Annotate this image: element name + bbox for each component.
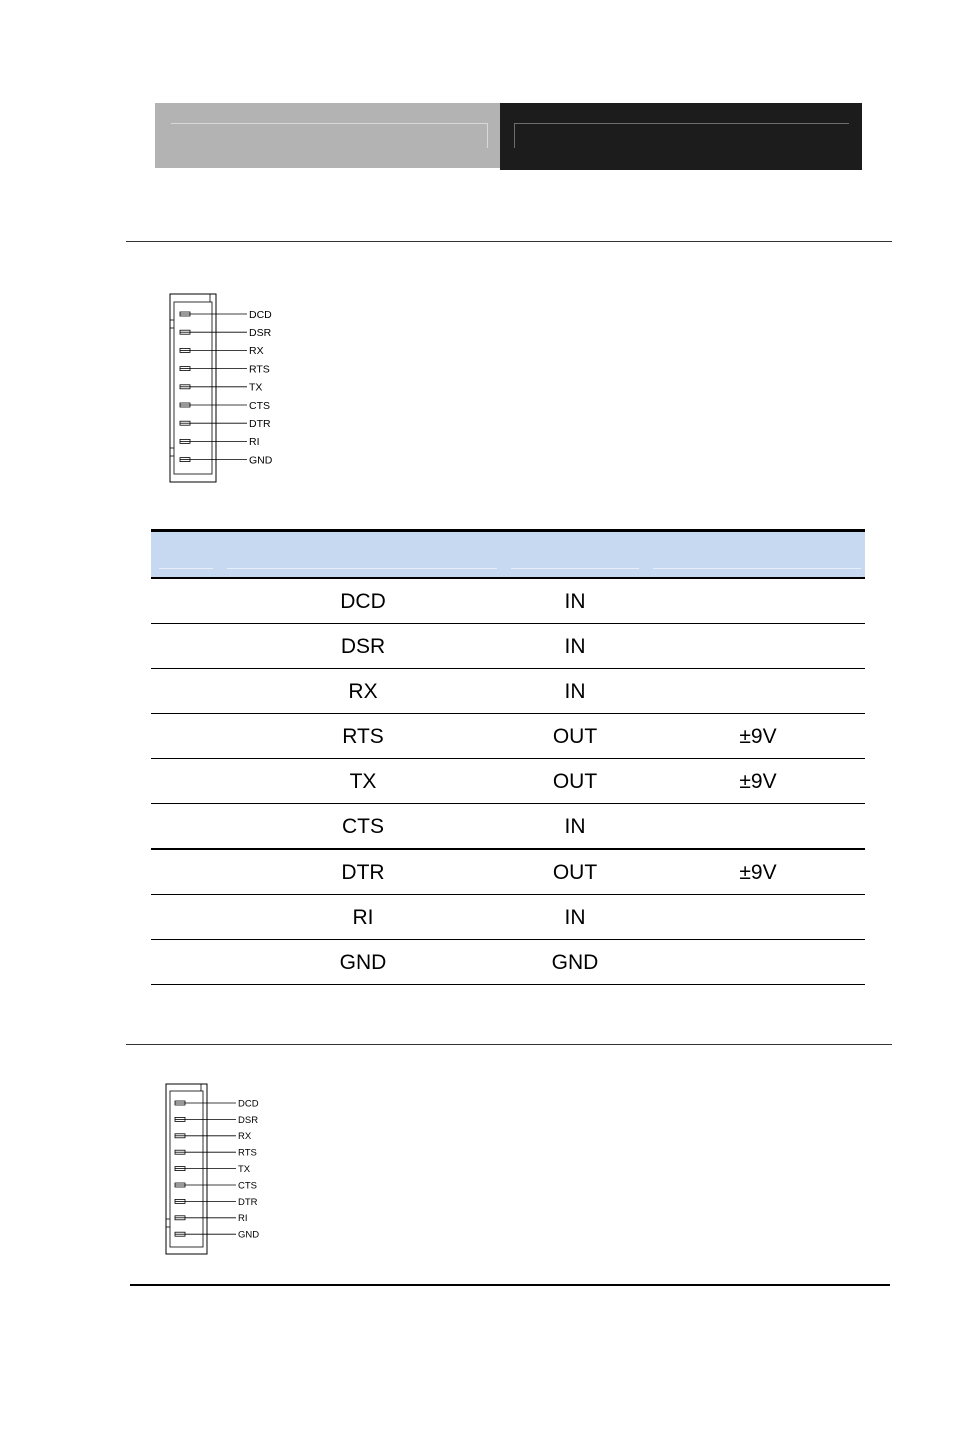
level-cell: ±9V [739,861,777,884]
connector-2-label-cts: CTS [238,1180,257,1192]
pin-number-cell [151,850,217,894]
table-row [151,850,865,895]
pin-number-cell [151,714,217,758]
type-cell: IN [564,635,586,658]
type-cell: IN [564,590,586,613]
type-cell: OUT [552,770,598,793]
pin-number-cell [151,759,217,803]
type-cell: IN [564,906,586,929]
type-cell: GND [551,951,599,974]
connector-1-svg [165,290,285,486]
footer-divider [130,1284,890,1286]
level-cell [651,804,865,848]
connector-1-label-rx: RX [249,345,264,358]
connector-diagram-2 [162,1081,272,1259]
signal-cell: RTS [342,725,384,748]
level-cell [651,579,865,623]
pin-number-cell [151,895,217,939]
signal-cell: GND [339,951,387,974]
connector-2-label-tx: TX [238,1164,251,1176]
pin-table [151,529,865,985]
connector-1-label-dcd: DCD [249,308,272,321]
signal-cell: RX [348,680,378,703]
pin-number-cell [151,579,217,623]
connector-1-label-dsr: DSR [249,326,272,339]
pin-table-body [151,579,865,985]
connector-2-label-ri: RI [238,1213,248,1225]
banner-right-rule [514,123,849,148]
signal-cell: DTR [341,861,385,884]
connector-1-label-tx: TX [249,381,263,394]
table-row [151,669,865,714]
type-cell: IN [564,815,586,838]
connector-2-svg [162,1081,272,1259]
connector-2-label-rts: RTS [238,1147,257,1159]
pin-number-cell [151,940,217,984]
level-cell: ±9V [739,725,777,748]
connector-1-label-gnd: GND [249,454,273,467]
signal-cell: DCD [340,590,386,613]
signal-cell: RI [352,906,374,929]
connector-1-label-ri: RI [249,436,260,449]
signal-cell: CTS [342,815,384,838]
type-cell: OUT [552,725,598,748]
section-divider-2 [126,1044,892,1045]
pin-number-cell [151,669,217,713]
table-row [151,940,865,985]
section-divider-1 [126,241,892,242]
pin-number-cell [151,624,217,668]
connector-2-label-dcd: DCD [238,1098,259,1110]
header-banner-left [155,103,500,168]
signal-cell: DSR [340,635,386,658]
table-row [151,624,865,669]
signal-cell: TX [349,770,377,793]
level-cell [651,895,865,939]
level-cell [651,624,865,668]
connector-1-label-rts: RTS [249,363,270,376]
banner-left-rule [171,123,488,148]
connector-2-label-rx: RX [238,1131,252,1143]
connector-2-label-dtr: DTR [238,1196,258,1208]
table-row [151,804,865,850]
pin-number-cell [151,804,217,848]
connector-diagram-1 [165,290,285,486]
connector-1-label-dtr: DTR [249,417,271,430]
connector-1-label-cts: CTS [249,399,270,412]
type-cell: OUT [552,861,598,884]
table-row [151,895,865,940]
table-row [151,579,865,624]
pin-table-header [151,529,865,579]
header-banner-right [500,103,862,170]
type-cell: IN [564,680,586,703]
level-cell [651,669,865,713]
connector-2-label-gnd: GND [238,1229,260,1241]
connector-2-label-dsr: DSR [238,1114,259,1126]
level-cell [651,940,865,984]
table-row [151,714,865,759]
connector-1-housing [170,294,216,482]
table-row [151,759,865,804]
level-cell: ±9V [739,770,777,793]
